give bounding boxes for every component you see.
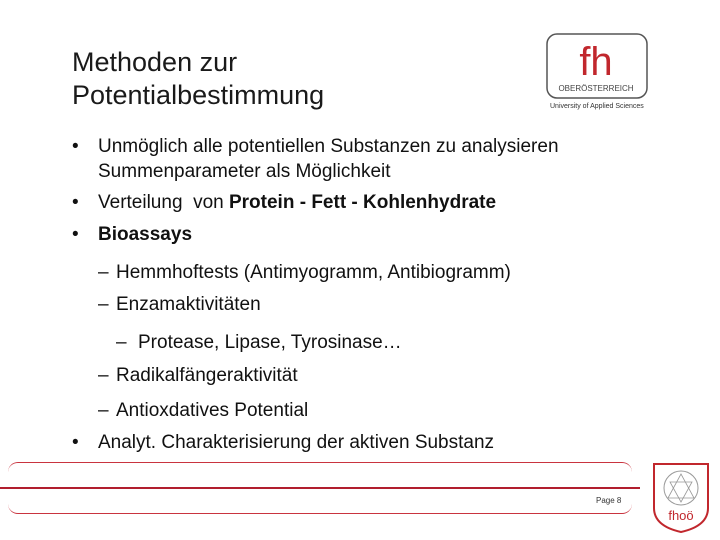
title-line-1: Methoden zur (72, 47, 238, 77)
logo-tagline: University of Applied Sciences (550, 103, 644, 110)
bullet-text: Bioassays (98, 224, 193, 245)
sub-bullet-text: Hemmhoftests (Antimyogramm, Antibiogramm) (116, 262, 511, 283)
seal-text: fhoö (668, 508, 694, 523)
bullet-bold: Protein - Fett - Kohlenhydrate (228, 192, 497, 213)
bullet-text: Summenparameter als Möglichkeit (98, 161, 391, 182)
sub-bullet-text: Radikalfängeraktivität (116, 365, 298, 386)
bullet-text: Unmöglich alle potentiellen Substanzen zu analysieren (98, 136, 559, 157)
seal-emblem-icon (648, 458, 714, 534)
slide-title (72, 46, 512, 112)
logo-mark: fh (579, 40, 613, 84)
bullet-text (98, 192, 496, 214)
dash-marker: – (98, 262, 109, 283)
bullet-marker: • (72, 136, 79, 157)
sub-sub-bullet-text: Protease, Lipase, Tyrosinase… (138, 332, 402, 353)
page-number: Page 8 (596, 496, 622, 505)
bullet-marker: • (72, 224, 79, 245)
sub-bullet-text: Enzamaktivitäten (116, 294, 261, 315)
bullet-marker: • (72, 432, 79, 453)
footer-divider (0, 487, 640, 489)
dash-marker: – (98, 365, 109, 386)
bullet-marker: • (72, 192, 79, 213)
bullet-text: Analyt. Charakterisierung der aktiven Substanz (98, 432, 495, 453)
dash-marker: – (98, 400, 109, 421)
fh-logo (546, 33, 650, 115)
dash-marker: – (116, 332, 127, 353)
list-item (98, 161, 391, 183)
logo-subtitle: OBERÖSTERREICH (558, 84, 634, 93)
sub-bullet-text: Antioxdatives Potential (116, 400, 309, 421)
title-line-2: Potentialbestimmung (72, 80, 325, 110)
bullet-prefix: Verteilung von (98, 192, 229, 213)
dash-marker: – (98, 294, 109, 315)
